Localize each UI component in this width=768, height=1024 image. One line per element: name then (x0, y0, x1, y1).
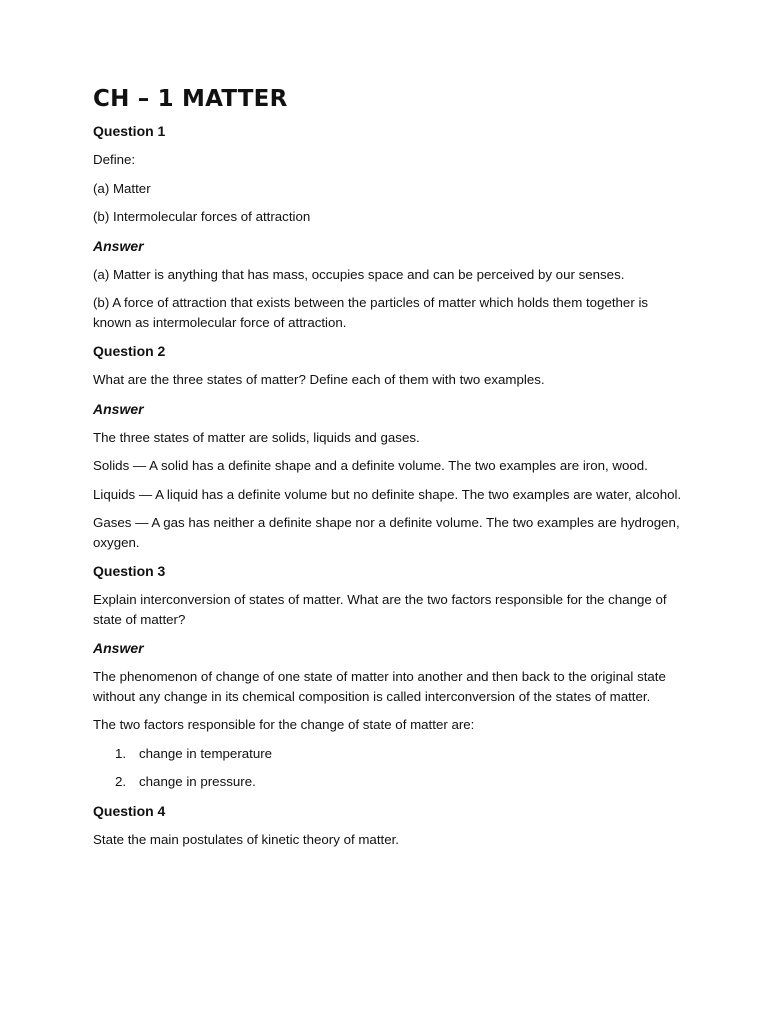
answer-3-paragraph: The two factors responsible for the change of state of matter are: (93, 717, 475, 732)
question-4-text: State the main postulates of kinetic theory of matter. (93, 831, 399, 847)
list-item-number: 1. (115, 745, 127, 761)
document-page (93, 85, 683, 858)
answer-1-paragraph: (b) A force of attraction that exists between the particles of matter which holds them together is known as intermolecular force of attraction. (93, 295, 649, 330)
question-3-heading: Question 3 (93, 563, 166, 579)
list-item (93, 744, 683, 764)
answer-2-heading: Answer (93, 400, 144, 417)
answer-3-heading: Answer (93, 640, 144, 656)
question-4-heading: Question 4 (93, 802, 166, 819)
question-1-line: (b) Intermolecular forces of attraction (93, 209, 311, 224)
question-3-text: Explain interconversion of states of matter. What are the two factors responsible for the change of state of matter? (93, 592, 667, 627)
question-2-text: What are the three states of matter? Define each of them with two examples. (93, 372, 545, 387)
list-item-text: change in pressure. (139, 774, 256, 789)
answer-1-heading: Answer (93, 237, 144, 254)
list-item-text: change in temperature (139, 745, 273, 761)
question-2-heading: Question 2 (93, 343, 166, 359)
answer-1-paragraph: (a) Matter is anything that has mass, occupies space and can be perceived by our senses. (93, 266, 625, 282)
question-1-heading: Question 1 (93, 123, 166, 139)
answer-2-paragraph: The three states of matter are solids, liquids and gases. (93, 429, 420, 445)
answer-2-paragraph: Solids — A solid has a definite shape and a definite volume. The two examples are iron, wood. (93, 458, 648, 473)
answer-2-paragraph: Liquids — A liquid has a definite volume but no definite shape. The two examples are water, alcohol. (93, 486, 682, 502)
factors-list (93, 744, 683, 792)
chapter-title: CH – 1 MATTER (93, 86, 288, 112)
question-1-line: (a) Matter (93, 180, 151, 196)
answer-3-paragraph: The phenomenon of change of one state of matter into another and then back to the original state without any change in its chemical composition is called interconversion of the states of matter. (93, 669, 666, 704)
list-item (93, 772, 683, 792)
list-item-number: 2. (115, 774, 127, 789)
question-1-line: Define: (93, 152, 136, 167)
answer-2-paragraph: Gases — A gas has neither a definite shape nor a definite volume. The two examples are hydrogen, oxygen. (93, 515, 680, 550)
